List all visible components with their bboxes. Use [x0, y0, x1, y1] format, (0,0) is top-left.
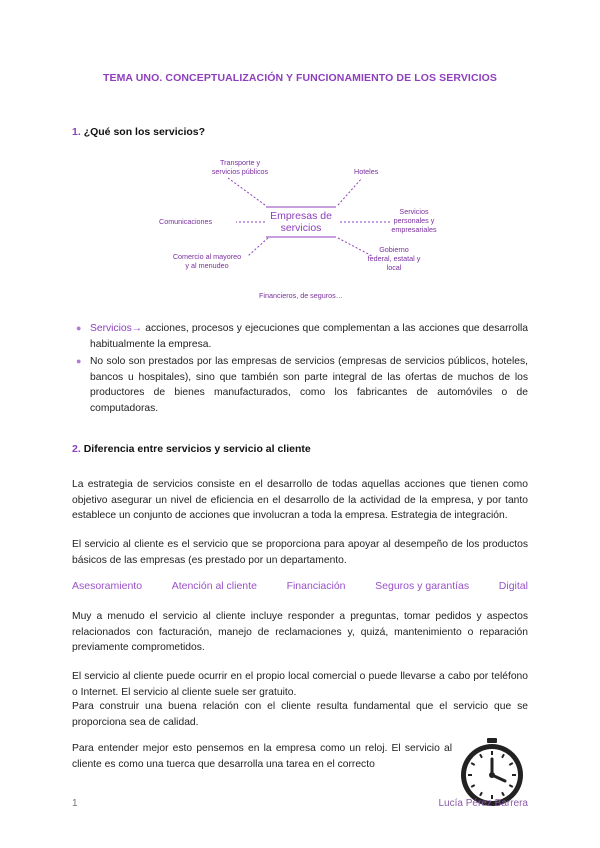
section-1-heading [72, 126, 205, 138]
bullet-keyword: Servicios [90, 323, 132, 334]
connector-hoteles [338, 178, 362, 205]
author-name: Lucía Pérez Barrera [438, 798, 528, 809]
node-comercio-2: y al menudeo [185, 261, 229, 270]
paragraph-customer-service: El servicio al cliente es el servicio que se proporciona para apoyar al desempeño de los productos básicos de las empresas (es prestado por un departamento. [72, 539, 528, 566]
bullet-item [76, 321, 528, 352]
node-financieros: Financieros, de seguros… [259, 291, 343, 300]
node-servicios-1: Servicios [399, 207, 429, 216]
service-categories [72, 580, 528, 592]
document-title: TEMA UNO. CONCEPTUALIZACIÓN Y FUNCIONAMIENTO DE LOS SERVICIOS [102, 72, 498, 84]
node-servicios-2: personales y [393, 216, 435, 225]
paragraph-location: El servicio al cliente puede ocurrir en el propio local comercial o puede llevarse a cabo por teléfono o Internet. El servicio al cliente suele ser gratuito. [72, 671, 528, 698]
bullet-list [76, 321, 528, 419]
node-comunicaciones: Comunicaciones [159, 217, 213, 226]
category-item: Financiación [286, 580, 346, 592]
bullet-dot-icon: ● [76, 356, 82, 367]
page-number: 1 [72, 798, 78, 809]
node-hoteles: Hoteles [354, 167, 379, 176]
node-gobierno-1: Gobierno [379, 245, 409, 254]
bullet-item [76, 354, 528, 416]
center-label-2: servicios [280, 222, 322, 234]
connector-comercio [248, 238, 268, 256]
arrow-icon: → [131, 323, 143, 334]
node-gobierno-3: local [386, 263, 402, 272]
bullet-dot-icon: ● [76, 323, 82, 333]
section-2-title: Diferencia entre servicios y servicio al cliente [83, 443, 311, 455]
section-2-heading [72, 443, 311, 455]
center-label-1: Empresas de [270, 210, 332, 222]
paragraph-quality: Para construir una buena relación con el cliente resulta fundamental que el servicio que se proporciona sea de calidad. [72, 701, 528, 728]
category-item: Digital [498, 580, 528, 592]
node-comercio-1: Comercio al mayoreo [172, 252, 242, 261]
section-1-number: 1. [72, 126, 81, 138]
category-item: Asesoramiento [72, 580, 143, 592]
node-transporte-2: servicios públicos [211, 167, 269, 176]
category-item: Seguros y garantías [375, 580, 470, 592]
bullet-text: acciones, procesos y ejecuciones que complementan a las acciones que desarrolla habitualmente la empresa. [90, 323, 528, 350]
node-gobierno-2: federal, estatal y [367, 254, 421, 263]
node-transporte-1: Transporte y [219, 158, 261, 167]
services-diagram [150, 150, 460, 310]
node-servicios-3: empresariales [391, 225, 437, 234]
paragraph-includes: Muy a menudo el servicio al cliente incluye responder a preguntas, tomar pedidos y aspectos relacionados con facturación, manejo de reclamaciones y, quizá, mantenimiento o reparación previamente comprometidos. [72, 611, 528, 654]
section-1-title: ¿Qué son los servicios? [83, 126, 206, 138]
connector-transporte [228, 178, 265, 205]
bullet-text: No solo son prestados por las empresas de servicios (empresas de servicios públicos, hoteles, bancos u hospitales), sino que también son parte integral de las ofertas de muchos de los productores de bienes manufacturados, como los fabricantes de automóviles o de computadoras. [90, 356, 528, 414]
category-item: Atención al cliente [171, 580, 257, 592]
section-2-number: 2. [72, 443, 81, 455]
paragraph-clock-analogy: Para entender mejor esto pensemos en la empresa como un reloj. El servicio al cliente es como una tuerca que desarrolla una tarea en el correcto [72, 743, 452, 770]
paragraph-strategy: La estrategia de servicios consiste en el desarrollo de todas aquellas acciones que tienen como objetivo asegurar un nivel de eficiencia en el desarrollo de la actividad de la empresa, y por tanto establece un conjunto de acciones que involucran a toda la empresa. Estrategia de integración. [72, 479, 528, 522]
